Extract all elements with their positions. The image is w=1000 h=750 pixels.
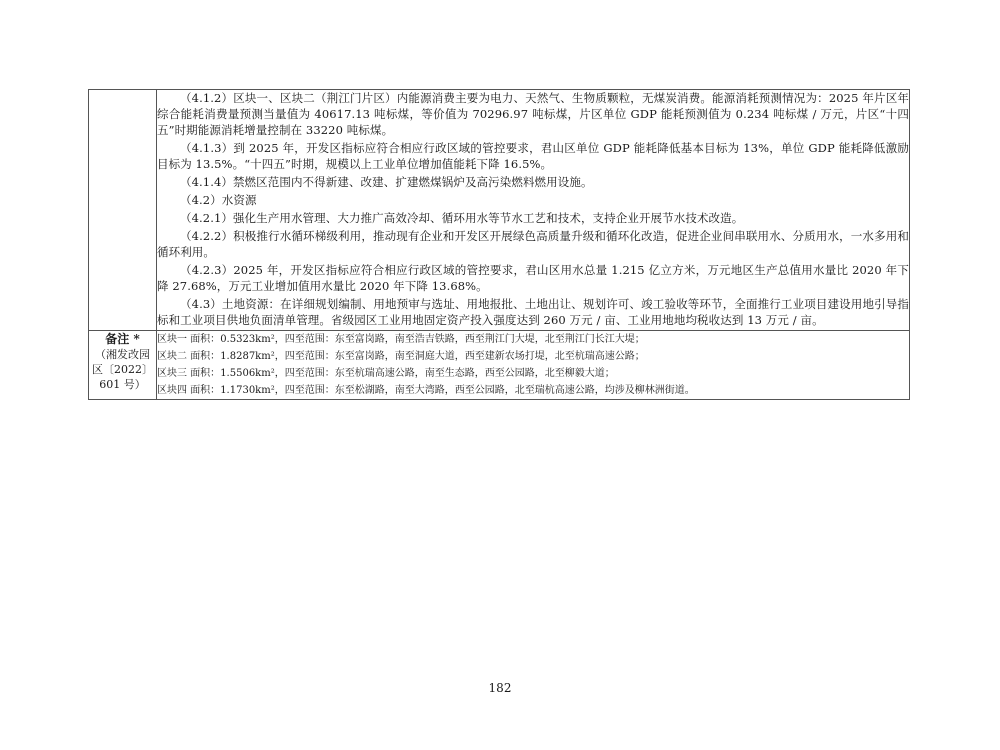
left-blank-cell [89,90,157,331]
block-name: 区块一 [157,334,187,345]
block-line-4 [157,382,909,399]
paragraph-4-2-2: （4.2.2）积极推行水循环梯级利用，推动现有企业和开发区开展绿色高质量升级和循环化改造，促进企业间串联用水、分质用水，一水多用和循环利用。 [157,229,909,259]
block-line-2 [157,348,909,365]
block-area: 0.5323km² [220,334,275,345]
block-area: 1.8287km² [220,351,275,362]
block-area: 1.1730km² [220,385,275,396]
block-area-label: 面积： [190,351,221,362]
note-source-line: 601 号） [99,378,146,391]
paragraph-4-1-3: （4.1.3）到 2025 年，开发区指标应符合相应行政区域的管控要求，君山区单位 GDP 能耗降低基本目标为 13%，单位 GDP 能耗降低激励目标为 13.5%。“十四五”时期，规模以上工业单位增加值能耗下降 16.5%。 [157,141,909,171]
paragraph-4-1-4: （4.1.4）禁燃区范围内不得新建、改建、扩建燃煤锅炉及高污染燃料燃用设施。 [180,175,593,189]
block-area: 1.5506km² [220,368,275,379]
note-source-line: 区〔2022〕 [92,363,153,376]
page-number: 182 [488,681,512,695]
note-title: 备注 * [105,332,140,346]
paragraph-4-2-1: （4.2.1）强化生产用水管理、大力推广高效冷却、循环用水等节水工艺和技术，支持企业开展节水技术改造。 [180,211,744,225]
block-scope: ，四至范围：东至富岗路，南至洞庭大道，西至建新农场打堤，北至杭瑞高速公路； [274,351,645,362]
note-body-cell [157,331,910,400]
block-scope: ，四至范围：东至松湖路，南至大湾路，西至公园路，北至瑞杭高速公路，均涉及柳林洲街道。 [274,385,695,396]
block-area-label: 面积： [190,334,221,345]
note-source-line: （湘发改园 [95,348,150,361]
block-name: 区块四 [157,385,187,396]
table-row [89,90,910,331]
paragraph-4-3-land: （4.3）土地资源：在详细规划编制、用地预审与选址、用地报批、土地出让、规划许可、竣工验收等环节，全面推行工业项目建设用地引导指标和工业项目供地负面清单管理。省级园区工业用地固定资产投入强度达到 260 万元 / 亩、工业用地地均税收达到 13 万元 / 亩。 [157,297,909,327]
heading-4-2-water: （4.2）水资源 [180,193,257,207]
content-table [88,89,910,400]
block-area-label: 面积： [190,385,221,396]
block-scope: ，四至范围：东至杭瑞高速公路，南至生态路，西至公园路，北至柳毅大道； [274,368,615,379]
block-name: 区块三 [157,368,187,379]
resource-text-cell [157,90,910,331]
block-area-label: 面积： [190,368,221,379]
note-label-cell [89,331,157,400]
block-name: 区块二 [157,351,187,362]
block-scope: ，四至范围：东至富岗路，南至浩吉铁路，西至荆江门大堤，北至荆江门长江大堤； [274,334,645,345]
table-row [89,331,910,400]
paragraph-4-1-2: （4.1.2）区块一、区块二（荆江门片区）内能源消费主要为电力、天然气、生物质颗粒，无煤炭消费。能源消耗预测情况为：2025 年片区年综合能耗消费量预测当量值为 40617.13 吨标煤，等价值为 70296.97 吨标煤，片区单位 GDP 能耗预测值为 0.234 吨标煤 / 万元，片区“十四五”时期能源消耗增量控制在 33220 吨标煤。 [157,91,909,137]
block-line-1 [157,331,909,348]
block-line-3 [157,365,909,382]
paragraph-4-2-3: （4.2.3）2025 年，开发区指标应符合相应行政区域的管控要求，君山区用水总量 1.215 亿立方米，万元地区生产总值用水量比 2020 年下降 27.68%，万元工业增加值用水量比 2020 年下降 13.68%。 [157,263,909,293]
